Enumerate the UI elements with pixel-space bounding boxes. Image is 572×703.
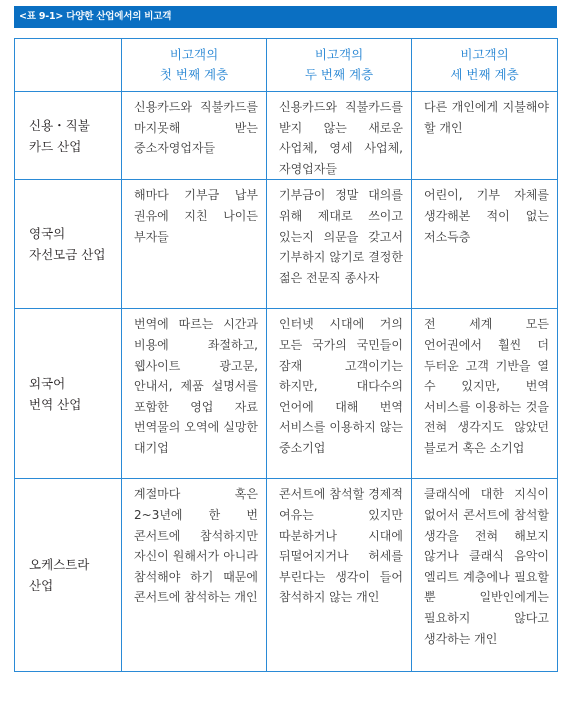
column-header-line: 첫 번째 계층 (159, 67, 229, 82)
column-header-line: 비고객의 (169, 47, 219, 62)
table-cell: 계절마다 혹은 2~3년에 한 번 콘서트에 참석하지만 자신이 원해서가 아니라 참석해야 하기 때문에 콘서트에 참석하는 개인 (122, 479, 267, 672)
table-caption: <표 9-1> 다양한 산업에서의 비고객 (14, 6, 557, 28)
column-header-tier-3 (412, 39, 558, 92)
table-cell: 신용카드와 직불카드를 받지 않는 새로운 사업체, 영세 사업체, 자영업자들 (267, 92, 412, 180)
column-header-line: 비고객의 (314, 47, 364, 62)
table-cell: 인터넷 시대에 거의 모든 국가의 국민들이 잠재 고객이기는 하지만, 대다수의 언어에 대해 번역 서비스를 이용하지 않는 중소기업 (267, 309, 412, 479)
column-header-line: 세 번째 계층 (450, 67, 519, 82)
row-header-industry: 오케스트라 산업 (15, 479, 122, 672)
column-header-tier-2 (267, 39, 412, 92)
table-cell: 다른 개인에게 지불해야 할 개인 (412, 92, 558, 180)
table-cell: 어린이, 기부 자체를 생각해본 적이 없는 저소득층 (412, 180, 558, 309)
table-row (15, 309, 558, 479)
row-header-industry: 신용・직불 카드 산업 (15, 92, 122, 180)
non-customer-table (14, 38, 558, 672)
corner-cell (15, 39, 122, 92)
column-header-line: 두 번째 계층 (304, 67, 374, 82)
table-cell: 해마다 기부금 납부 권유에 지친 나이든 부자들 (122, 180, 267, 309)
header-row (15, 39, 558, 92)
column-header-line: 비고객의 (460, 47, 509, 62)
row-header-industry: 외국어 번역 산업 (15, 309, 122, 479)
table-cell: 콘서트에 참석할 경제적 여유는 있지만 따분하거나 시대에 뒤떨어지거나 허세를 부린다는 생각이 들어 참석하지 않는 개인 (267, 479, 412, 672)
table-cell: 전 세계 모든 언어권에서 훨씬 더 두터운 고객 기반을 열 수 있지만, 번역 서비스를 이용하는 것을 전혀 생각지도 않았던 블로거 혹은 소기업 (412, 309, 558, 479)
table-cell: 클래식에 대한 지식이 없어서 콘서트에 참석할 생각을 전혀 해보지 않거나 클래식 음악이 엘리트 계층에나 필요할 뿐 일반인에게는 필요하지 않다고 생각하는 개인 (412, 479, 558, 672)
table-cell: 신용카드와 직불카드를 마지못해 받는 중소자영업자들 (122, 92, 267, 180)
table-cell: 기부금이 정말 대의를 위해 제대로 쓰이고 있는지 의문을 갖고서 기부하지 않기로 결정한 젊은 전문직 종사자 (267, 180, 412, 309)
table-row (15, 180, 558, 309)
table-row (15, 92, 558, 180)
table-cell: 번역에 따르는 시간과 비용에 좌절하고, 웹사이트 광고문, 안내서, 제품 설명서를 포함한 영업 자료 번역물의 오역에 실망한 대기업 (122, 309, 267, 479)
row-header-industry: 영국의 자선모금 산업 (15, 180, 122, 309)
table-row (15, 479, 558, 672)
column-header-tier-1 (122, 39, 267, 92)
